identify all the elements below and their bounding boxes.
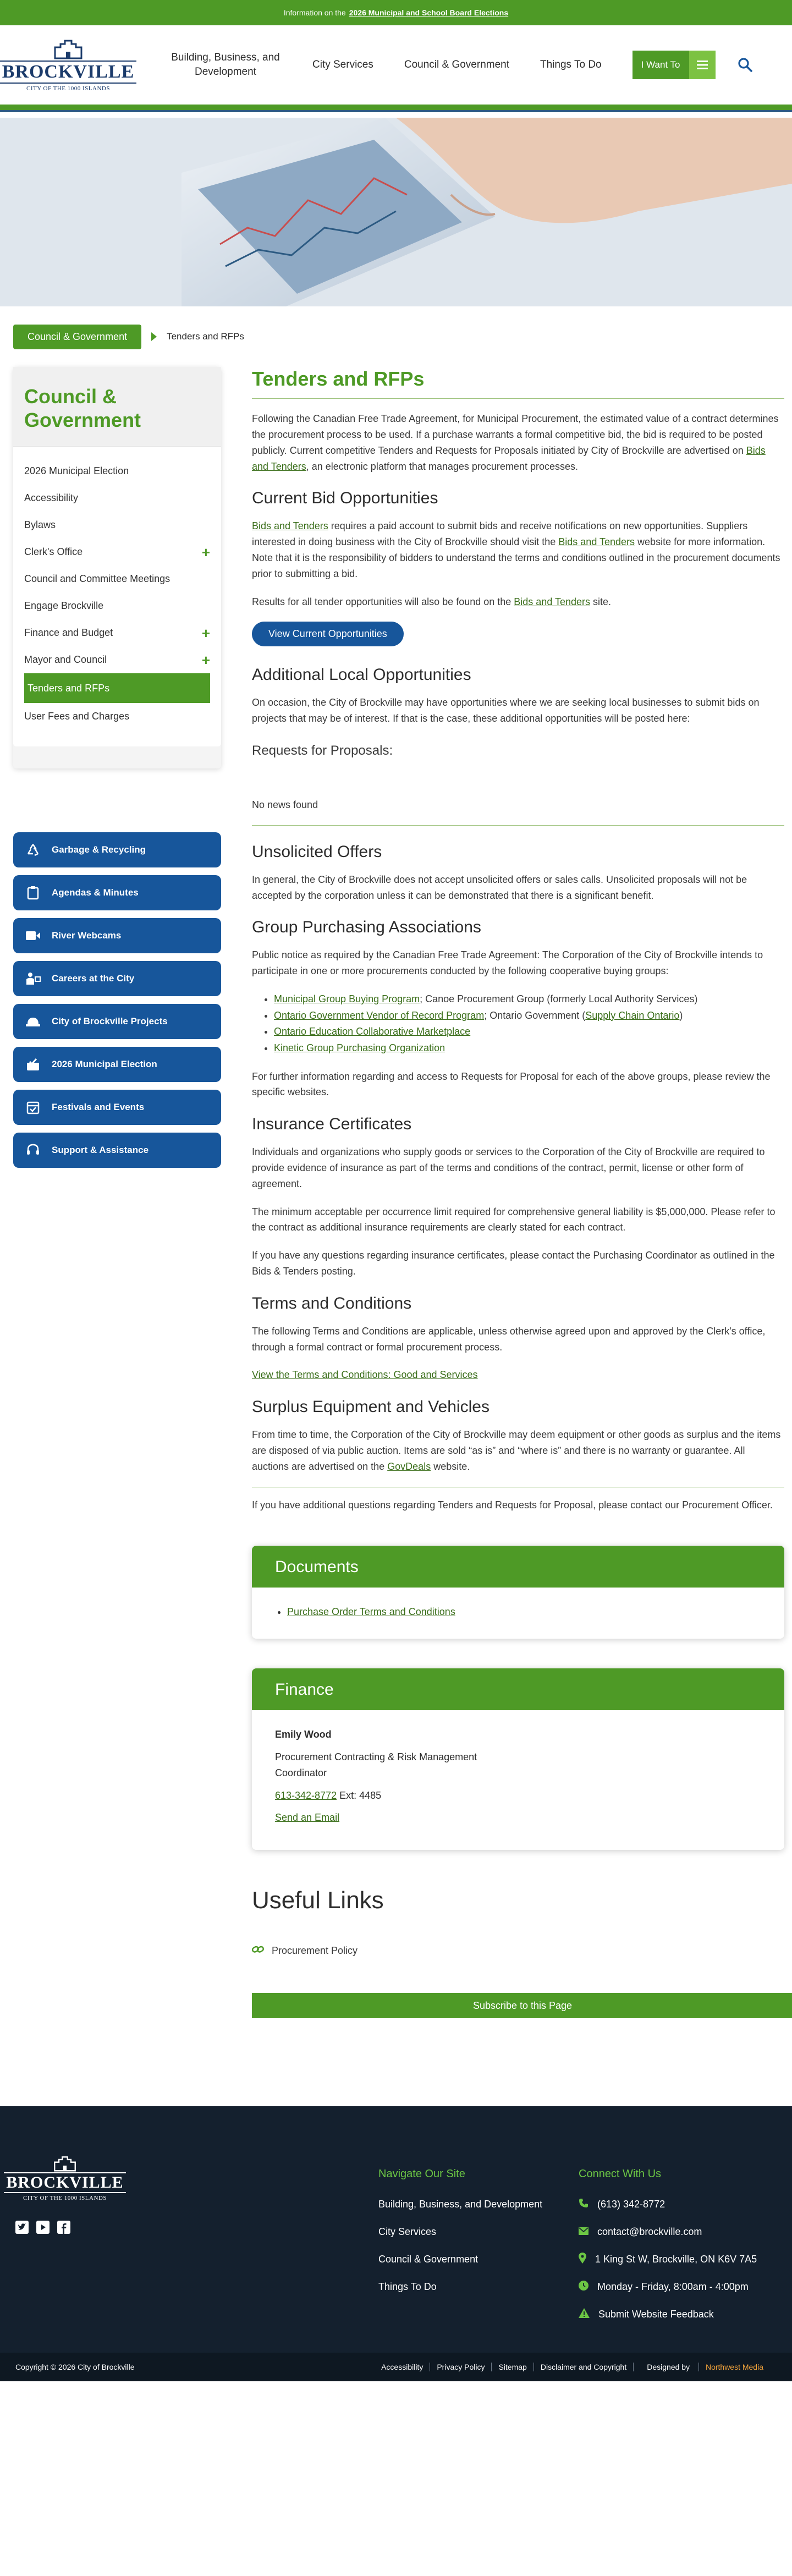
surplus-text-b: website. xyxy=(431,1460,470,1472)
footer-feedback-text: Submit Website Feedback xyxy=(598,2308,714,2320)
hard-hat-icon xyxy=(25,1014,41,1029)
search-icon[interactable] xyxy=(735,55,755,75)
current-text-b: website for more information. Note that it is the responsibility of bidders to understand the terms and conditions outlined in the procurement documents prior to submitting a bid. xyxy=(252,536,780,579)
footer-sitemap-link[interactable]: Sitemap xyxy=(491,2363,533,2371)
no-news-text: No news found xyxy=(252,799,318,810)
quick-link-label: River Webcams xyxy=(52,930,122,941)
footer-logo[interactable] xyxy=(6,2155,124,2202)
results-text-a: Results for all tender opportunities will also be found on the xyxy=(252,596,514,607)
bids-tenders-link[interactable]: Bids and Tenders xyxy=(252,444,766,472)
youtube-icon[interactable] xyxy=(36,2221,50,2237)
sidebar-item-bylaws[interactable] xyxy=(13,512,221,539)
page-title: Tenders and RFPs xyxy=(252,367,784,399)
insurance-heading: Insurance Certificates xyxy=(252,1115,412,1134)
headset-icon xyxy=(25,1143,41,1158)
list-item xyxy=(274,1024,784,1040)
logo-tagline: CITY OF THE 1000 ISLANDS xyxy=(26,85,110,92)
quick-link-election[interactable] xyxy=(13,1047,221,1082)
footer-phone-text: (613) 342-8772 xyxy=(597,2198,666,2210)
breadcrumb-arrow-icon xyxy=(151,332,157,341)
sidebar-item-label: Clerk's Office xyxy=(24,546,83,558)
bids-tenders-link[interactable]: Bids and Tenders xyxy=(514,596,591,607)
insurance-paragraph-2: The minimum acceptable per occurrence limit required for comprehensive general liability is $5,000,000. Please refer to the contract as additional insurance requirements are clearly stated for each contract. xyxy=(252,1206,776,1233)
sidebar-item-label: Bylaws xyxy=(24,519,56,531)
nav-council[interactable]: Council & Government xyxy=(404,59,510,71)
rfp-label: Requests for Proposals: xyxy=(252,743,393,758)
footer-nav-things-to-do[interactable]: Things To Do xyxy=(378,2281,437,2292)
unsolicited-heading: Unsolicited Offers xyxy=(252,842,382,861)
quick-link-label: Festivals and Events xyxy=(52,1102,145,1113)
additional-heading: Additional Local Opportunities xyxy=(252,666,471,684)
footer-email-text: contact@brockville.com xyxy=(597,2226,702,2237)
banner-election-link[interactable]: 2026 Municipal and School Board Elections xyxy=(349,8,509,17)
facebook-icon[interactable] xyxy=(57,2221,70,2237)
results-paragraph xyxy=(252,594,784,610)
contact-extension: Ext: 4485 xyxy=(337,1789,382,1801)
kinetic-link[interactable]: Kinetic Group Purchasing Organization xyxy=(274,1042,446,1053)
sidebar-item-label: Council and Committee Meetings xyxy=(24,573,170,585)
footer-disclaimer-link[interactable]: Disclaimer and Copyright xyxy=(534,2363,633,2371)
expand-plus-icon[interactable]: + xyxy=(201,624,210,641)
useful-links xyxy=(252,1886,784,1957)
crest-icon xyxy=(51,39,86,59)
group-purchasing-heading: Group Purchasing Associations xyxy=(252,918,481,937)
link-icon xyxy=(252,1945,264,1957)
surplus-text-a: From time to time, the Corporation of the City of Brockville may deem equipment or other goods as surplus and the items are disposed of via public auction. Items are sold “as is” and “where is” and there is no warranty or guarantee. All auctions are advertised on the xyxy=(252,1429,781,1472)
footer-hours-text: Monday - Friday, 8:00am - 4:00pm xyxy=(597,2281,749,2292)
divider xyxy=(252,825,784,826)
buying-groups-list xyxy=(274,991,784,1057)
govdeals-link[interactable]: GovDeals xyxy=(387,1460,431,1472)
useful-links-title: Useful Links xyxy=(252,1887,384,1914)
quick-link-agendas[interactable] xyxy=(13,875,221,910)
contact-name: Emily Wood xyxy=(275,1729,332,1740)
main-content xyxy=(252,367,784,2018)
crest-icon xyxy=(51,2155,79,2172)
sidebar-item-clerks-office[interactable] xyxy=(13,539,221,565)
footer-nav-building[interactable]: Building, Business, and Development xyxy=(378,2198,543,2210)
quick-link-label: City of Brockville Projects xyxy=(52,1016,168,1027)
site-footer xyxy=(0,2106,792,2381)
sidebar-list xyxy=(13,447,221,730)
current-bids-paragraph xyxy=(252,518,784,581)
list-item xyxy=(287,1604,761,1620)
main-nav xyxy=(154,51,617,79)
breadcrumb-parent[interactable]: Council & Government xyxy=(13,325,141,349)
finance-title: Finance xyxy=(252,1668,784,1710)
footer-legal-links xyxy=(375,2363,777,2371)
sidebar-item-label: Finance and Budget xyxy=(24,627,113,639)
calendar-check-icon xyxy=(25,1100,41,1115)
quick-link-support[interactable] xyxy=(13,1133,221,1168)
warning-icon xyxy=(579,2308,590,2321)
breadcrumb-current: Tenders and RFPs xyxy=(167,331,244,342)
sidebar-item-mayor[interactable] xyxy=(13,646,221,673)
footer-nav-council[interactable]: Council & Government xyxy=(378,2253,479,2265)
designed-by-prefix: Designed by xyxy=(647,2363,692,2372)
contact-phone-row xyxy=(275,1788,761,1804)
insurance-paragraph-1: Individuals and organizations who supply goods or services to the Corporation of the City of Brockville are required to provide evidence of insurance as part of the terms and conditions of the contract, permit, license or other form of agreement. xyxy=(252,1146,765,1189)
sidebar-item-label: Accessibility xyxy=(24,492,79,504)
expand-plus-icon[interactable]: + xyxy=(201,651,210,668)
video-camera-icon xyxy=(25,928,41,943)
documents-list xyxy=(287,1604,761,1620)
sidebar-item-finance[interactable] xyxy=(13,619,221,646)
footer-email[interactable] xyxy=(579,2218,757,2245)
footer-accessibility-link[interactable]: Accessibility xyxy=(381,2363,424,2372)
municipal-group-link[interactable]: Municipal Group Buying Program xyxy=(274,993,420,1004)
list-item xyxy=(274,991,784,1008)
list-item-text: ) xyxy=(679,1009,683,1021)
bids-tenders-link[interactable]: Bids and Tenders xyxy=(558,536,635,548)
sidebar-item-accessibility[interactable] xyxy=(13,485,221,512)
brockville-logo[interactable] xyxy=(2,37,135,92)
additional-paragraph: On occasion, the City of Brockville may have opportunities where we are seeking local businesses to submit bids on projects that may be of interest. If that is the case, these additional opportunities will be posted here: xyxy=(252,697,760,724)
quick-link-label: Support & Assistance xyxy=(52,1145,149,1156)
footer-nav-city-services[interactable]: City Services xyxy=(378,2226,437,2237)
footer-bottom-bar xyxy=(0,2353,792,2381)
intro-text-a: Following the Canadian Free Trade Agreement, for Municipal Procurement, the estimated value of a contract determines the procurement process to be used. If a purchase warrants a formal competitive bid, the bid is required to be posted publicly. Current competitive Tenders and Requests for Proposals initiated by City of Brockville are advertised on xyxy=(252,413,779,456)
clock-icon xyxy=(579,2281,588,2293)
send-email-link[interactable]: Send an Email xyxy=(275,1812,340,1823)
results-text-b: site. xyxy=(590,596,612,607)
intro-paragraph xyxy=(252,411,784,474)
contact-phone-link[interactable]: 613-342-8772 xyxy=(275,1789,337,1801)
procurement-policy-link[interactable] xyxy=(252,1945,784,1957)
current-bids-heading: Current Bid Opportunities xyxy=(252,489,438,508)
intro-text-b: , an electronic platform that manages procurement processes. xyxy=(306,460,578,472)
twitter-icon[interactable] xyxy=(15,2221,29,2237)
insurance-paragraph-3: If you have any questions regarding insurance certificates, please contact the Purchasing Coordinator as outlined in the Bids & Tenders posting. xyxy=(252,1250,775,1277)
unsolicited-paragraph: In general, the City of Brockville does not accept unsolicited offers or sales calls. Unsolicited proposals will not be accepted by the corporation unless it can be demonstrated that there is a significant benefit. xyxy=(252,874,747,901)
footer-nav xyxy=(378,2168,542,2300)
list-item xyxy=(274,1008,784,1024)
footer-feedback[interactable] xyxy=(579,2300,757,2328)
sidebar-item-label: User Fees and Charges xyxy=(24,711,130,722)
footer-privacy-link[interactable]: Privacy Policy xyxy=(430,2363,491,2371)
quick-link-projects[interactable] xyxy=(13,1004,221,1039)
quick-link-garbage[interactable] xyxy=(13,832,221,867)
map-pin-icon xyxy=(579,2253,586,2266)
hamburger-icon[interactable] xyxy=(689,51,716,79)
sidebar-item-label: 2026 Municipal Election xyxy=(24,465,129,477)
sidebar-item-tenders[interactable] xyxy=(24,673,210,703)
list-item-text: ; Canoe Procurement Group (formerly Local Authority Services) xyxy=(420,993,698,1004)
footer-phone[interactable] xyxy=(579,2190,757,2218)
footer-logo-wordmark: BROCKVILLE xyxy=(4,2172,125,2193)
surplus-paragraph xyxy=(252,1427,784,1474)
quick-link-careers[interactable] xyxy=(13,961,221,996)
footer-nav-title: Navigate Our Site xyxy=(378,2168,465,2180)
sidebar-item-label: Tenders and RFPs xyxy=(28,682,110,694)
quick-link-festivals[interactable] xyxy=(13,1090,221,1125)
footer-connect xyxy=(579,2168,757,2328)
section-menu xyxy=(13,367,221,768)
clipboard-icon xyxy=(25,885,41,900)
terms-paragraph: The following Terms and Conditions are applicable, unless otherwise agreed upon and approved by the Clerk's office, through a formal contract or formal procurement process. xyxy=(252,1325,766,1353)
quick-link-label: Careers at the City xyxy=(52,973,135,984)
list-item-text: ; Ontario Government ( xyxy=(484,1009,586,1021)
sidebar-item-municipal-election[interactable] xyxy=(13,458,221,485)
footer-address[interactable] xyxy=(579,2245,757,2273)
banner-prefix: Information on the xyxy=(283,8,346,17)
quick-link-label: Garbage & Recycling xyxy=(52,844,146,855)
bids-tenders-link[interactable]: Bids and Tenders xyxy=(252,520,328,532)
expand-plus-icon[interactable]: + xyxy=(201,543,210,561)
list-item xyxy=(274,1040,784,1057)
group-purchasing-paragraph: Public notice as required by the Canadian Free Trade Agreement: The Corporation of the City of Brockville intends to participate in one or more procurements conducted by the following cooperative buying groups: xyxy=(252,949,763,977)
copyright-text: Copyright © 2026 City of Brockville xyxy=(15,2363,135,2372)
career-icon xyxy=(25,971,41,986)
subscribe-button[interactable]: Subscribe to this Page xyxy=(252,1993,792,2018)
ballot-icon xyxy=(25,1057,41,1072)
breadcrumb xyxy=(0,306,792,367)
oecm-link[interactable]: Ontario Education Collaborative Marketplace xyxy=(274,1026,471,1037)
view-opportunities-button[interactable]: View Current Opportunities xyxy=(252,622,404,646)
quick-link-label: 2026 Municipal Election xyxy=(52,1059,157,1070)
hero-image xyxy=(0,118,792,306)
documents-title: Documents xyxy=(252,1546,784,1588)
sidebar-item-engage[interactable] xyxy=(13,592,221,619)
purchase-order-terms-link[interactable]: Purchase Order Terms and Conditions xyxy=(287,1606,455,1618)
contact-role: Procurement Contracting & Risk Management Coordinator xyxy=(275,1751,477,1778)
logo-wordmark: BROCKVILLE xyxy=(0,61,136,84)
footer-hours xyxy=(579,2273,757,2300)
finance-contact-card xyxy=(252,1668,784,1850)
phone-icon xyxy=(579,2198,588,2211)
designed-by xyxy=(633,2363,777,2371)
ontario-vor-link[interactable]: Ontario Government Vendor of Record Program xyxy=(274,1009,485,1021)
surplus-heading: Surplus Equipment and Vehicles xyxy=(252,1398,490,1416)
i-want-to-button[interactable] xyxy=(632,51,716,79)
footer-address-text: 1 King St W, Brockville, ON K6V 7A5 xyxy=(595,2253,757,2265)
sidebar-item-label: Engage Brockville xyxy=(24,600,104,612)
i-want-to-label[interactable]: I Want To xyxy=(632,51,689,79)
footer-connect-title: Connect With Us xyxy=(579,2168,662,2180)
terms-link-row xyxy=(252,1367,784,1383)
sidebar-item-user-fees[interactable] xyxy=(13,703,221,730)
nav-building[interactable]: Building, Business, and Development xyxy=(171,52,280,78)
sidebar-item-label: Mayor and Council xyxy=(24,654,107,666)
recycle-icon xyxy=(25,842,41,858)
group-purchasing-paragraph-2: For further information regarding and access to Requests for Proposal for each of the above groups, please review the specific websites. xyxy=(252,1070,771,1098)
envelope-icon xyxy=(579,2226,588,2238)
nav-city-services[interactable]: City Services xyxy=(312,59,373,71)
sidebar-title[interactable]: Council & Government xyxy=(13,367,221,447)
closing-paragraph: If you have additional questions regarding Tenders and Requests for Proposal, please contact our Procurement Officer. xyxy=(252,1499,773,1511)
election-banner xyxy=(0,0,792,25)
documents-card xyxy=(252,1546,784,1639)
quick-link-webcams[interactable] xyxy=(13,918,221,953)
sidebar xyxy=(13,367,221,2018)
quick-link-label: Agendas & Minutes xyxy=(52,887,139,898)
useful-link-label: Procurement Policy xyxy=(272,1945,358,1957)
terms-heading: Terms and Conditions xyxy=(252,1294,412,1312)
supply-chain-ontario-link[interactable]: Supply Chain Ontario xyxy=(585,1009,680,1021)
sidebar-item-council-meetings[interactable] xyxy=(13,565,221,592)
quick-links xyxy=(13,832,221,1168)
social-links xyxy=(15,2221,70,2237)
site-header xyxy=(0,25,792,110)
footer-logo-tagline: CITY OF THE 1000 ISLANDS xyxy=(23,2195,107,2202)
terms-conditions-link[interactable]: View the Terms and Conditions: Good and Services xyxy=(252,1369,478,1381)
nav-things-to-do[interactable]: Things To Do xyxy=(540,59,602,71)
hero-tablet-illustration xyxy=(0,118,792,306)
current-text-a: requires a paid account to submit bids and receive notifications on new opportunities. Suppliers interested in doing business with the City of Brockville should visit the xyxy=(252,520,748,548)
designer-link[interactable]: Northwest Media xyxy=(698,2363,770,2371)
